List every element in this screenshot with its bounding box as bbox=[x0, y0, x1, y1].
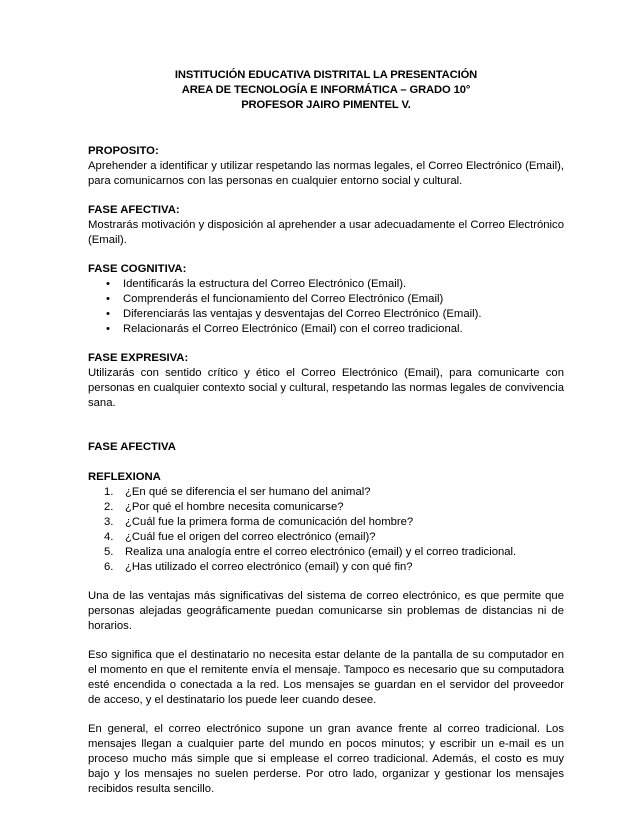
section-fase-cognitiva bbox=[88, 262, 564, 337]
bullet-icon: • bbox=[106, 323, 110, 335]
section-title: FASE COGNITIVA: bbox=[88, 263, 187, 275]
body-paragraph: Eso significa que el destinatario no necesita estar delante de la pantalla de su computador en el momento en que el remitente envía el mensaje. Tampoco es necesario que su computadora esté encendida o conectada a la red. Los mensajes se guardan en el servidor del proveedor de acceso, y el destinatario los puede leer cuando desee. bbox=[88, 649, 564, 706]
section-proposito bbox=[88, 144, 564, 189]
list-item: 4. ¿Cuál fue el origen del correo electrónico (email)? bbox=[104, 531, 376, 543]
bullet-icon: • bbox=[106, 293, 110, 305]
section-fase-expresiva bbox=[88, 351, 564, 411]
section-title: PROPOSITO: bbox=[88, 145, 159, 157]
reflection-questions bbox=[88, 485, 564, 575]
section-text: Aprehender a identificar y utilizar respetando las normas legales, el Correo Electrónico (Email), para comunicarnos con las personas en cualquier entorno social y cultural. bbox=[88, 160, 564, 187]
list-item: 1. ¿En qué se diferencia el ser humano del animal? bbox=[104, 486, 371, 498]
teacher-name: PROFESOR JAIRO PIMENTEL V. bbox=[241, 99, 411, 111]
section-reflexiona bbox=[88, 470, 564, 575]
section-fase-afectiva bbox=[88, 203, 564, 248]
list-item: 6. ¿Has utilizado el correo electrónico (email) y con qué fin? bbox=[104, 561, 413, 573]
list-item: 3. ¿Cuál fue la primera forma de comunicación del hombre? bbox=[104, 516, 414, 528]
bullet-icon: • bbox=[106, 278, 110, 290]
list-item: • Relacionarás el Correo Electrónico (Email) con el correo tradicional. bbox=[106, 323, 463, 335]
area-grade: AREA DE TECNOLOGÍA E INFORMÁTICA – GRADO 10° bbox=[181, 84, 471, 96]
section-title: FASE AFECTIVA bbox=[88, 441, 176, 453]
list-item: • Diferenciarás las ventajas y desventajas del Correo Electrónico (Email). bbox=[106, 308, 482, 320]
section-title: REFLEXIONA bbox=[88, 471, 161, 483]
body-paragraph: Una de las ventajas más significativas del sistema de correo electrónico, es que permite que personas alejadas geográficamente puedan comunicarse sin problemas de distancias ni de horarios. bbox=[88, 590, 564, 632]
list-item: 2. ¿Por qué el hombre necesita comunicarse? bbox=[104, 501, 344, 513]
cognitive-list bbox=[88, 277, 564, 337]
list-item: • Identificarás la estructura del Correo Electrónico (Email). bbox=[106, 278, 407, 290]
body-paragraph: En general, el correo electrónico supone un gran avance frente al correo tradicional. Los mensajes llegan a cualquier parte del mundo en pocos minutos; y escribir un e-mail es un proceso mucho más simple que si emplease el correo tradicional. Además, el costo es muy bajo y los mensajes no suelen perderse. Por otro lado, organizar y gestionar los mensajes recibidos resulta sencillo. bbox=[88, 723, 564, 795]
section-fase-afectiva-2 bbox=[88, 440, 564, 455]
section-title: FASE AFECTIVA: bbox=[88, 204, 180, 216]
document-page bbox=[88, 68, 564, 797]
institution-name: INSTITUCIÓN EDUCATIVA DISTRITAL LA PRESENTACIÓN bbox=[174, 69, 478, 81]
bullet-icon: • bbox=[106, 308, 110, 320]
list-item: • Comprenderás el funcionamiento del Correo Electrónico (Email) bbox=[106, 293, 444, 305]
document-header bbox=[88, 68, 564, 113]
list-item: 5. Realiza una analogía entre el correo electrónico (email) y el correo tradicional. bbox=[104, 546, 517, 558]
section-text: Mostrarás motivación y disposición al aprehender a usar adecuadamente el Correo Electrónico (Email). bbox=[88, 219, 564, 246]
section-title: FASE EXPRESIVA: bbox=[88, 352, 189, 364]
section-text: Utilizarás con sentido crítico y ético el Correo Electrónico (Email), para comunicarte con personas en cualquier contexto social y cultural, respetando las normas legales de convivencia sana. bbox=[88, 367, 564, 409]
